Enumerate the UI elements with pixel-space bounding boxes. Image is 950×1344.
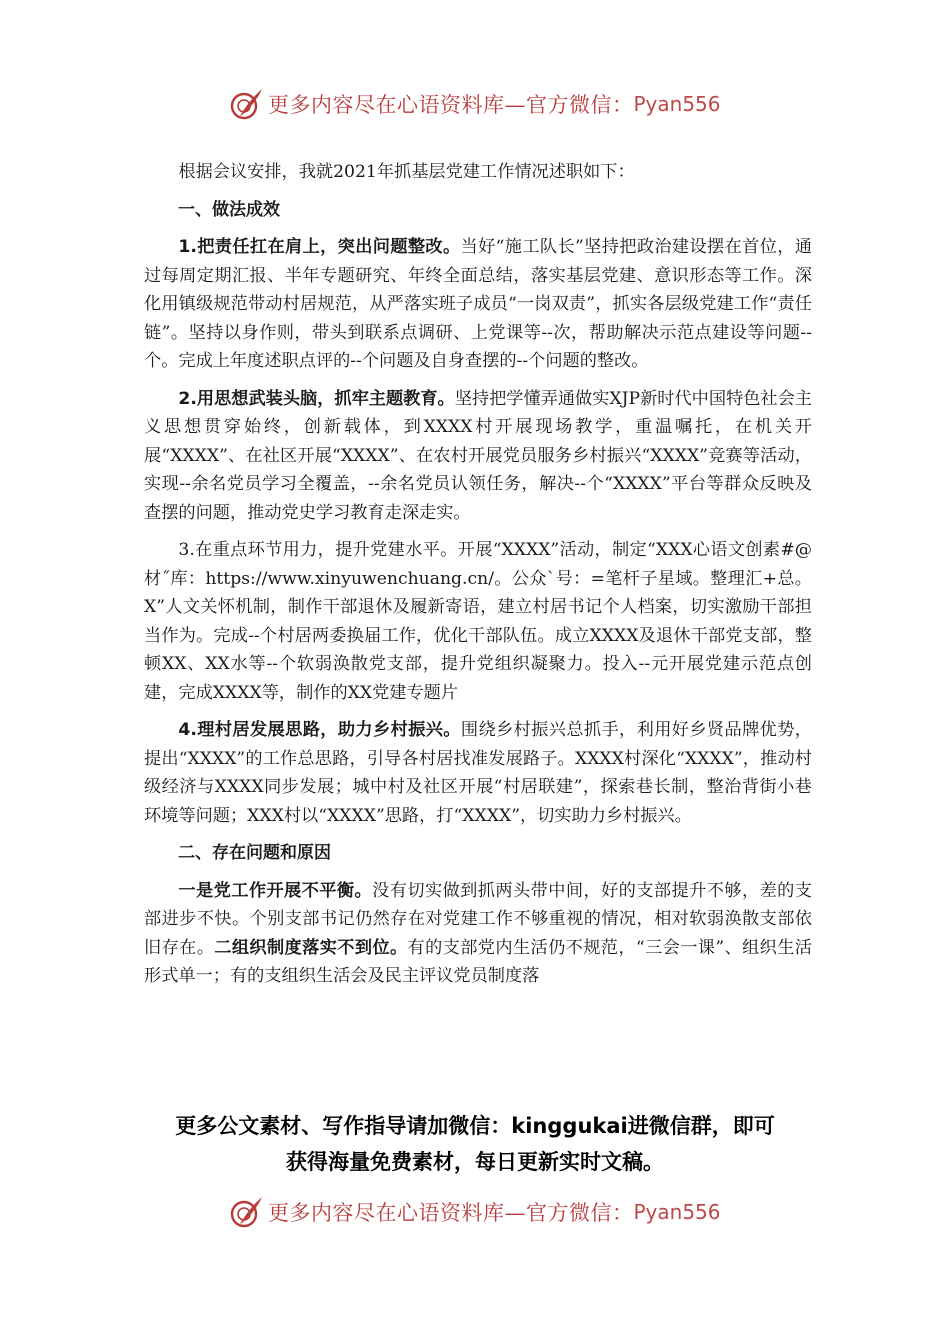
intro-paragraph: 根据会议安排，我就2021年抓基层党建工作情况述职如下： — [178, 162, 635, 182]
paragraph-5-title-2: 二组织制度落实不到位。 — [214, 937, 408, 958]
paragraph-5-title-1: 一是党工作开展不平衡。 — [178, 880, 373, 901]
paragraph-4-body: 围绕乡村振兴总抓手，利用好乡贤品牌优势，提出“XXXX”的工作总思路，引导各村居找准发展路子。XXXX村深化“XXXX”，推动村级经济与XXXX同步发展；城中村及社区开展“村居联建”，探索巷长制，整治背街小巷环境等问题；XXX村以“XXXX”思路，打“XXXX”，切实助力乡村振兴。 — [144, 720, 812, 826]
watermark-header — [228, 84, 721, 124]
quill-logo-icon — [228, 1194, 264, 1230]
paragraph-1-title: 1.把责任扛在肩上，突出问题整改。 — [178, 237, 461, 257]
section-heading-2: 二、存在问题和原因 — [178, 843, 331, 863]
paragraph-4 — [144, 716, 812, 830]
paragraph-2-title: 2.用思想武装头脑，抓牢主题教育。 — [178, 388, 455, 409]
paragraph-2 — [144, 385, 812, 528]
paragraph-5 — [144, 877, 812, 991]
document-body — [144, 158, 812, 1000]
promo-line-1: 更多公文素材、写作指导请加微信：kinggukai进微信群，即可 — [175, 1114, 775, 1138]
watermark-wechat-id: Pyan556 — [633, 1200, 721, 1224]
paragraph-1 — [144, 233, 812, 376]
promo-line-2: 获得海量免费素材，每日更新实时文稿。 — [286, 1150, 664, 1174]
section-heading-1: 一、做法成效 — [178, 199, 280, 220]
watermark-text: 更多内容尽在心语资料库—官方微信： — [268, 93, 634, 117]
paragraph-4-title: 4.理村居发展思路，助力乡村振兴。 — [178, 720, 461, 740]
paragraph-3: 3.在重点环节用力，提升党建水平。开展“XXXX”活动，制定“XXX心语文创素#@材˝库：https://www.xinyuwenchuang.cn/。公众`号：=笔杆子星域。整理汇+总。X”人文关怀机制，制作干部退休及履新寄语，建立村居书记个人档案，切实激励干部担当作为。完成--个村居两委换届工作，优化干部队伍。成立XXXX及退休干部党支部，整顿XX、XX水等--个软弱涣散党支部，提升党组织凝聚力。投入--元开展党建示范点创建，完成XXXX等，制作的XX党建专题片 — [144, 540, 812, 703]
watermark-wechat-id: Pyan556 — [633, 92, 721, 116]
paragraph-5-body-1: 没有切实做到抓两头带中间，好的支部提升不够，差的支部进步不快。个别支部书记仍然存在对党建工作不够重视的情况，相对软弱涣散支部依旧存在。 — [144, 880, 812, 958]
paragraph-5-body-2: 有的支部党内生活仍不规范，“三会一课”、组织生活形式单一；有的支组织生活会及民主评议党员制度落 — [144, 937, 812, 986]
quill-logo-icon — [228, 86, 264, 122]
watermark-footer — [228, 1192, 721, 1232]
promo-banner — [0, 1108, 950, 1180]
paragraph-1-body: 当好“施工队长”坚持把政治建设摆在首位，通过每周定期汇报、半年专题研究、年终全面总结，落实基层党建、意识形态等工作。深化用镇级规范带动村居规范，从严落实班子成员“一岗双责”，抓实各层级党建工作“责任链”。坚持以身作则，带头到联系点调研、上党课等--次，帮助解决示范点建设等问题--个。完成上年度述职点评的--个问题及自身查摆的--个问题的整改。 — [144, 237, 812, 371]
paragraph-2-body: 坚持把学懂弄通做实XJP新时代中国特色社会主义思想贯穿始终，创新载体，到XXXX村开展现场教学，重温嘱托，在机关开展“XXXX”、在社区开展“XXXX”、在农村开展党员服务乡村振兴“XXXX”竞赛等活动，实现--余名党员学习全覆盖，--余名党员认领任务，解决--个“XXXX”平台等群众反映及查摆的问题，推动党史学习教育走深走实。 — [144, 388, 812, 523]
watermark-text: 更多内容尽在心语资料库—官方微信： — [268, 1201, 634, 1225]
